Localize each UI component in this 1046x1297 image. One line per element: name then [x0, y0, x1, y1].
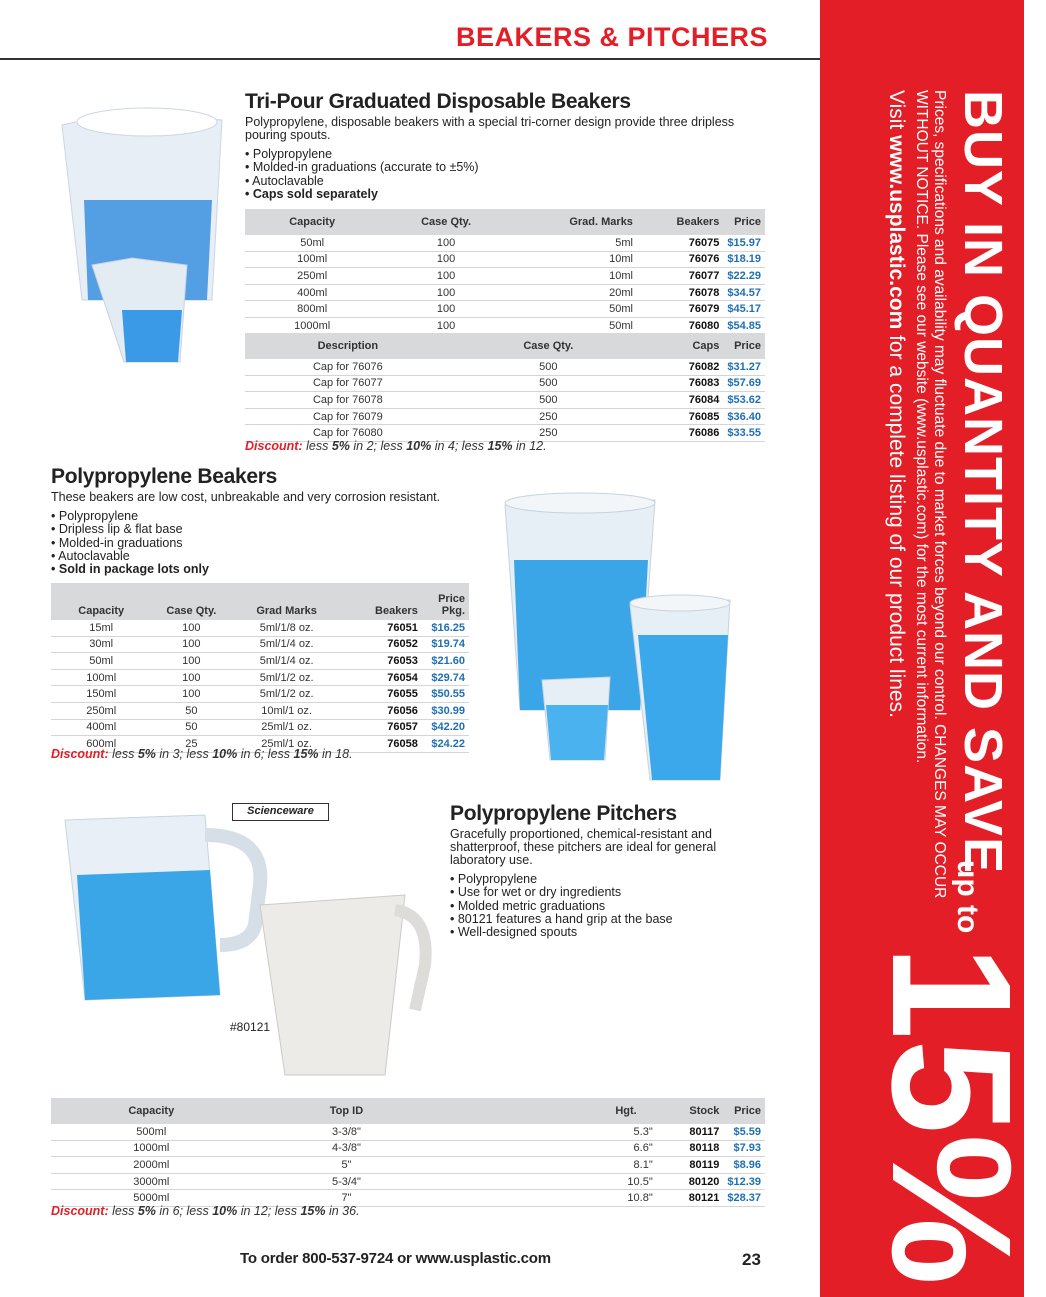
table-cell: 100 — [151, 620, 231, 636]
table-header-row — [51, 583, 469, 620]
table-header: Caps — [646, 333, 723, 359]
table-cell: 250ml — [245, 268, 379, 285]
table-row — [51, 1124, 765, 1140]
table-cell: 100 — [151, 669, 231, 686]
table-row — [51, 1173, 765, 1190]
table-cell: 5ml/1/8 oz. — [231, 620, 342, 636]
list-item: • Molded-in graduations (accurate to ±5%) — [245, 161, 765, 174]
promo-headline: BUY IN QUANTITY AND SAVE — [953, 90, 1013, 875]
table-row — [245, 284, 765, 301]
table-cell: 500ml — [51, 1124, 252, 1140]
table-cell: 80117 — [657, 1124, 724, 1140]
table-cell: 25ml/1 oz. — [231, 719, 342, 736]
table-cell: Cap for 76076 — [245, 359, 451, 375]
table-cell: $19.74 — [422, 636, 469, 653]
table-cell: $34.57 — [723, 284, 765, 301]
table-cell: 7" — [252, 1190, 442, 1207]
table-row — [51, 702, 469, 719]
table-cell: $12.39 — [723, 1173, 765, 1190]
promo-url-link[interactable]: www.usplastic.com — [885, 135, 908, 330]
pitchers-image — [55, 795, 430, 1085]
promo-notice: Prices, specifications and availability may fluctuate due to market forces beyond our control. CHANGES MAY OCCUR WITHOUT NOTICE. Please see our website (www.usplastic.com) for the most current information. — [913, 90, 948, 899]
table-cell: 76079 — [637, 301, 723, 318]
table-cell: 76058 — [342, 736, 422, 753]
table-header: Capacity — [245, 209, 379, 235]
list-item: • Molded metric graduations — [450, 900, 760, 913]
table-cell: 5ml/1/4 oz. — [231, 636, 342, 653]
table-cell: 2000ml — [51, 1157, 252, 1174]
table-cell: 76054 — [342, 669, 422, 686]
list-item: • Autoclavable — [245, 175, 765, 188]
footer-order-info: To order 800-537-9724 or www.usplastic.com — [240, 1250, 551, 1267]
pp-beakers-image — [500, 485, 780, 785]
table-cell: $57.69 — [723, 375, 765, 392]
table-cell: $21.60 — [422, 653, 469, 670]
table-header: Top ID — [252, 1098, 442, 1124]
tripour-beakers-image — [52, 100, 232, 370]
table-cell: 5-3/4" — [252, 1173, 442, 1190]
table-cell: 80118 — [657, 1140, 724, 1157]
table-cell: Cap for 76078 — [245, 392, 451, 409]
table-row — [51, 636, 469, 653]
table-cell: 500 — [451, 392, 646, 409]
table-cell: $15.97 — [723, 235, 765, 251]
promo-percent: 15% — [856, 945, 1046, 1286]
table-row — [245, 251, 765, 268]
table-header: Price — [723, 209, 765, 235]
pitchers-bullets — [450, 873, 760, 939]
pitchers-table — [51, 1098, 765, 1207]
table-cell: Cap for 76077 — [245, 375, 451, 392]
table-cell: Cap for 76079 — [245, 408, 451, 425]
table-cell: 10ml — [513, 251, 637, 268]
table-cell: Cap for 76080 — [245, 425, 451, 442]
page-number: 23 — [742, 1250, 761, 1269]
list-item: • Polypropylene — [450, 873, 760, 886]
table-cell: $36.40 — [723, 408, 765, 425]
list-item: • Well-designed spouts — [450, 926, 760, 939]
list-item: • 80121 features a hand grip at the base — [450, 913, 760, 926]
table-cell: 500 — [451, 359, 646, 375]
table-cell: $54.85 — [723, 317, 765, 334]
list-item: • Autoclavable — [51, 550, 491, 563]
table-cell: 5ml/1/2 oz. — [231, 686, 342, 703]
table-cell: 76086 — [646, 425, 723, 442]
list-item: • Dripless lip & flat base — [51, 523, 491, 536]
table-row — [51, 653, 469, 670]
pitchers-discount: Discount: less 5% in 6; less 10% in 12; less 15% in 36. — [51, 1204, 360, 1218]
pp-beakers-description: These beakers are low cost, unbreakable and very corrosion resistant. — [51, 490, 441, 504]
table-header: Hgt. — [441, 1098, 656, 1124]
table-cell: 76057 — [342, 719, 422, 736]
table-cell: 50ml — [513, 317, 637, 334]
table-header: Case Qty. — [151, 583, 231, 620]
table-cell: 76078 — [637, 284, 723, 301]
tripour-cap-table — [245, 333, 765, 442]
table-cell: 50ml — [245, 235, 379, 251]
tripour-description: Polypropylene, disposable beakers with a special tri-corner design provide three dripless pouring spouts. — [245, 115, 735, 142]
table-row — [245, 235, 765, 251]
table-cell: $24.22 — [422, 736, 469, 753]
table-cell: $45.17 — [723, 301, 765, 318]
table-cell: $7.93 — [723, 1140, 765, 1157]
list-item: • Polypropylene — [51, 510, 491, 523]
table-cell: 76084 — [646, 392, 723, 409]
table-header-row — [51, 1098, 765, 1124]
table-cell: 400ml — [245, 284, 379, 301]
table-cell: 76085 — [646, 408, 723, 425]
table-cell: 76077 — [637, 268, 723, 285]
table-cell: 100 — [379, 235, 512, 251]
table-cell: $18.19 — [723, 251, 765, 268]
table-cell: 76051 — [342, 620, 422, 636]
table-cell: $8.96 — [723, 1157, 765, 1174]
table-cell: 5" — [252, 1157, 442, 1174]
table-cell: 400ml — [51, 719, 151, 736]
table-cell: $30.99 — [422, 702, 469, 719]
table-cell: $16.25 — [422, 620, 469, 636]
table-header-row — [245, 209, 765, 235]
table-header: Grad. Marks — [513, 209, 637, 235]
table-header: Price — [723, 333, 765, 359]
table-cell: 5.3" — [441, 1124, 656, 1140]
table-cell: 76052 — [342, 636, 422, 653]
promo-sidebar — [820, 0, 1046, 1297]
promo-visit: Visit www.usplastic.com for a complete listing of our product lines. — [885, 90, 908, 718]
table-cell: 80120 — [657, 1173, 724, 1190]
page-section-title: BEAKERS & PITCHERS — [455, 22, 768, 52]
table-cell: 10ml — [513, 268, 637, 285]
scienceware-logo: Scienceware — [232, 803, 329, 821]
table-cell: 76076 — [637, 251, 723, 268]
table-cell: 100 — [379, 284, 512, 301]
list-item: • Caps sold separately — [245, 188, 765, 201]
table-header: Grad Marks — [231, 583, 342, 620]
table-header: Price — [723, 1098, 765, 1124]
table-cell: 100 — [379, 301, 512, 318]
table-cell: 15ml — [51, 620, 151, 636]
pp-beakers-table — [51, 583, 469, 753]
table-cell: 25 — [151, 736, 231, 753]
table-cell: 3000ml — [51, 1173, 252, 1190]
pp-beakers-discount: Discount: less 5% in 3; less 10% in 6; less 15% in 18. — [51, 747, 353, 761]
table-cell: 10ml/1 oz. — [231, 702, 342, 719]
list-item: • Use for wet or dry ingredients — [450, 886, 760, 899]
header-divider — [0, 58, 820, 60]
tripour-section — [245, 90, 765, 201]
table-cell: $5.59 — [723, 1124, 765, 1140]
table-row — [245, 301, 765, 318]
table-cell: 10.5" — [441, 1173, 656, 1190]
table-header: Price Pkg. — [422, 583, 469, 620]
table-cell: 50 — [151, 702, 231, 719]
table-cell: 80121 — [657, 1190, 724, 1207]
table-cell: $53.62 — [723, 392, 765, 409]
table-header: Stock — [657, 1098, 724, 1124]
pitchers-description: Gracefully proportioned, chemical-resistant and shatterproof, these pitchers are ideal for general laboratory use. — [450, 827, 717, 867]
table-row — [245, 268, 765, 285]
pp-beakers-section — [51, 465, 491, 576]
table-row — [245, 408, 765, 425]
pp-beakers-title: Polypropylene Beakers — [51, 465, 277, 488]
table-row — [51, 686, 469, 703]
table-row — [245, 317, 765, 334]
table-row — [51, 1140, 765, 1157]
pitchers-title: Polypropylene Pitchers — [450, 802, 677, 825]
table-cell: 100 — [379, 251, 512, 268]
table-row — [51, 620, 469, 636]
table-cell: 150ml — [51, 686, 151, 703]
table-cell: 20ml — [513, 284, 637, 301]
table-cell: 80119 — [657, 1157, 724, 1174]
table-cell: $29.74 — [422, 669, 469, 686]
table-row — [51, 1157, 765, 1174]
tripour-discount: Discount: less 5% in 2; less 10% in 4; less 15% in 12. — [245, 439, 547, 453]
table-cell: 50 — [151, 719, 231, 736]
pitcher-image-label: #80121 — [230, 1020, 271, 1034]
table-cell: 1000ml — [245, 317, 379, 334]
table-cell: $28.37 — [723, 1190, 765, 1207]
table-header: Case Qty. — [451, 333, 646, 359]
table-cell: 10.8" — [441, 1190, 656, 1207]
pp-beakers-bullets — [51, 510, 491, 576]
table-cell: 250 — [451, 408, 646, 425]
table-cell: 100ml — [245, 251, 379, 268]
table-cell: $42.20 — [422, 719, 469, 736]
table-cell: 76083 — [646, 375, 723, 392]
table-header: Capacity — [51, 1098, 252, 1124]
table-cell: 100 — [151, 653, 231, 670]
tripour-beaker-table — [245, 209, 765, 335]
pitchers-section — [450, 802, 760, 939]
table-cell: 76056 — [342, 702, 422, 719]
table-cell: 5ml/1/4 oz. — [231, 653, 342, 670]
table-header: Capacity — [51, 583, 151, 620]
table-cell: 8.1" — [441, 1157, 656, 1174]
table-cell: 50ml — [51, 653, 151, 670]
table-cell: 30ml — [51, 636, 151, 653]
table-row — [51, 669, 469, 686]
table-cell: 600ml — [51, 736, 151, 753]
table-header: Beakers — [342, 583, 422, 620]
table-cell: 500 — [451, 375, 646, 392]
table-header-row — [245, 333, 765, 359]
table-cell: 3-3/8" — [252, 1124, 442, 1140]
table-cell: 76053 — [342, 653, 422, 670]
table-header: Beakers — [637, 209, 723, 235]
table-cell: 50ml — [513, 301, 637, 318]
table-cell: 76082 — [646, 359, 723, 375]
table-header: Description — [245, 333, 451, 359]
table-cell: $31.27 — [723, 359, 765, 375]
table-cell: 5ml/1/2 oz. — [231, 669, 342, 686]
table-cell: 100 — [379, 268, 512, 285]
table-row — [245, 375, 765, 392]
table-cell: 100 — [151, 686, 231, 703]
table-cell: 76055 — [342, 686, 422, 703]
table-cell: 6.6" — [441, 1140, 656, 1157]
table-row — [245, 392, 765, 409]
table-cell: 76075 — [637, 235, 723, 251]
table-cell: 1000ml — [51, 1140, 252, 1157]
table-row — [51, 719, 469, 736]
table-header: Case Qty. — [379, 209, 512, 235]
table-cell: $50.55 — [422, 686, 469, 703]
table-cell: 250 — [451, 425, 646, 442]
table-cell: 4-3/8" — [252, 1140, 442, 1157]
table-row — [245, 359, 765, 375]
promo-up-to: up to — [951, 860, 984, 934]
table-cell: 100 — [379, 317, 512, 334]
table-cell: 5000ml — [51, 1190, 252, 1207]
table-cell: $33.55 — [723, 425, 765, 442]
table-cell: 5ml — [513, 235, 637, 251]
table-cell: 100ml — [51, 669, 151, 686]
list-item: • Polypropylene — [245, 148, 765, 161]
tripour-bullets — [245, 148, 765, 201]
list-item: • Molded-in graduations — [51, 537, 491, 550]
tripour-title: Tri-Pour Graduated Disposable Beakers — [245, 90, 631, 113]
table-cell: 100 — [151, 636, 231, 653]
table-cell: 25ml/1 oz. — [231, 736, 342, 753]
table-cell: 76080 — [637, 317, 723, 334]
table-cell: $22.29 — [723, 268, 765, 285]
table-cell: 250ml — [51, 702, 151, 719]
table-cell: 800ml — [245, 301, 379, 318]
list-item: • Sold in package lots only — [51, 563, 491, 576]
